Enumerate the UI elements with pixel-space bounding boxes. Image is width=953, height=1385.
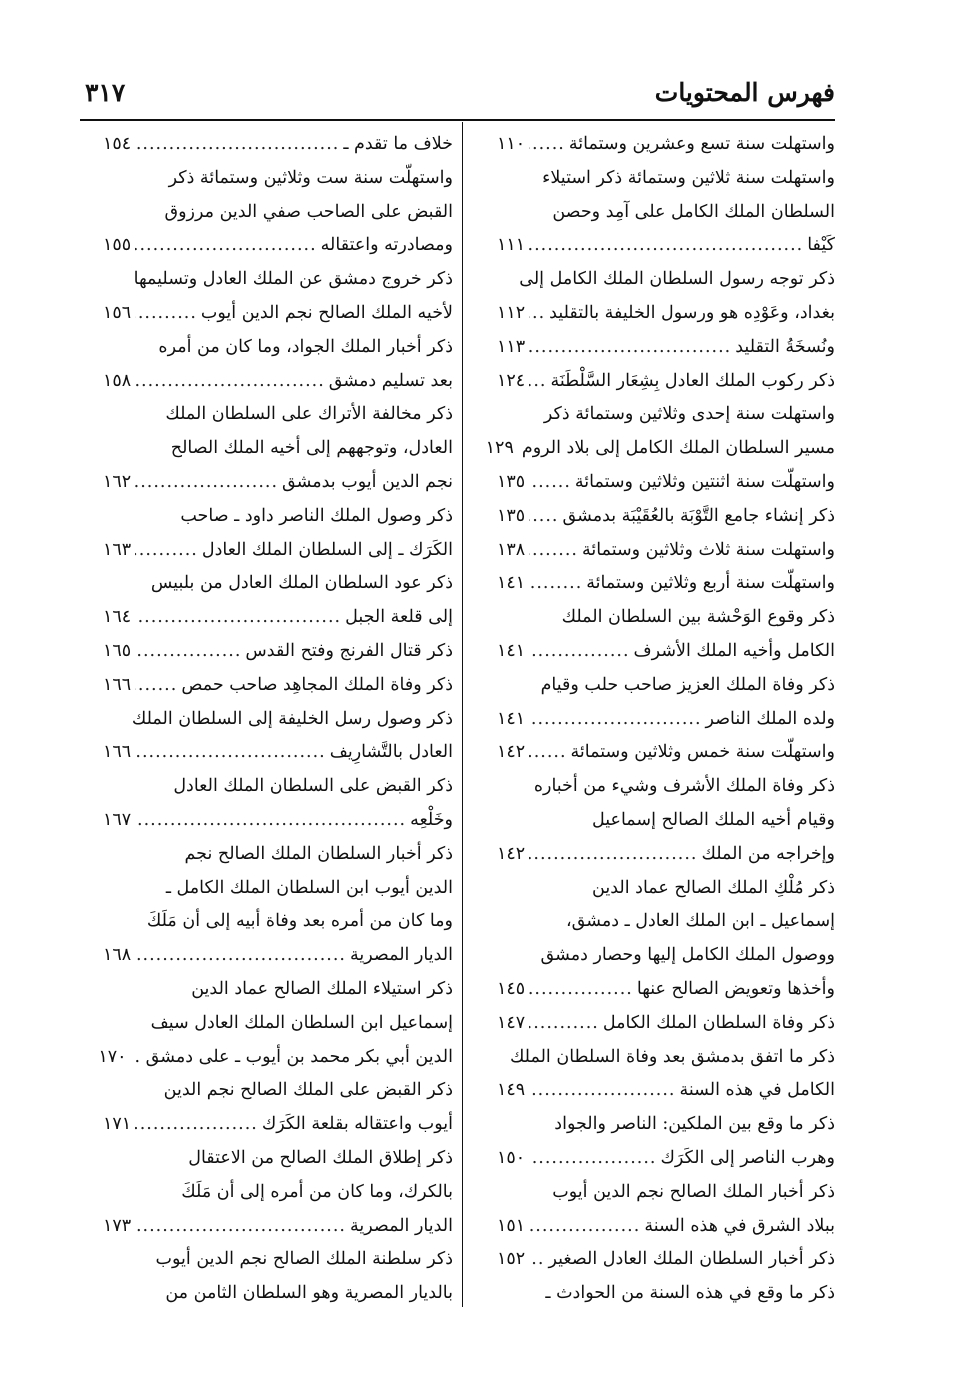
- toc-entry-line: [103, 1074, 453, 1108]
- toc-entry-text: ذكر ما وقع في هذه السنة من الحوادث ـ: [545, 1283, 835, 1304]
- toc-page-number: ١٧١: [103, 1114, 132, 1135]
- leader-dots: [529, 1074, 675, 1108]
- toc-entry-line: [103, 905, 453, 939]
- toc-page-number: ١٣٥: [497, 471, 526, 492]
- toc-entry-text: ذكر وقوع الوَحْشة بين السلطان الملك: [561, 607, 835, 628]
- toc-page-number: ١٥١: [497, 1215, 526, 1236]
- toc-page-number: ١٤٢: [497, 742, 526, 763]
- leader-dots: [529, 466, 571, 500]
- toc-entry-line: [497, 196, 835, 230]
- toc-entry-line: [103, 229, 453, 263]
- toc-entry-line: [103, 500, 453, 534]
- toc-entry-text: ذكر عود السلطان الملك العادل من بلبيس: [150, 573, 453, 594]
- leader-dots: [135, 601, 341, 635]
- running-title: فهرس المحتويات: [654, 78, 835, 107]
- header-rule: [80, 119, 835, 121]
- toc-entry-line: [103, 770, 453, 804]
- toc-entry-line: [103, 432, 453, 466]
- toc-entry-line: [497, 703, 835, 737]
- toc-entry-line: [497, 838, 835, 872]
- toc-entry-text: إلى قلعة الجبل: [345, 607, 453, 628]
- toc-entry-line: [497, 466, 835, 500]
- toc-entry-line: [497, 804, 835, 838]
- leader-dots: [135, 297, 197, 331]
- toc-entry-text: السلطان الملك الكامل على آمِد وحصن: [552, 201, 835, 222]
- leader-dots: [529, 736, 566, 770]
- toc-page-number: ١٦٥: [103, 640, 132, 661]
- toc-entry-text: ولده الملك الناصر: [705, 708, 835, 729]
- toc-entry-text: خلاف ما تقدم ـ: [343, 134, 453, 154]
- leader-dots: [529, 635, 629, 669]
- toc-entry-text: العادل، وتوجههم إلى أخيه الملك الصالح: [170, 438, 453, 459]
- toc-entry-line: [103, 365, 453, 399]
- toc-entry-text: ذكر أخبار السلطان الملك العادل الصغير: [548, 1249, 835, 1270]
- leader-dots: [529, 297, 545, 331]
- toc-entry-line: [103, 567, 453, 601]
- toc-entry-line: [103, 1142, 453, 1176]
- toc-entry-line: [103, 398, 453, 432]
- toc-column-left: [98, 128, 453, 1311]
- toc-entry-line: [497, 601, 835, 635]
- toc-page-number: ١٣٥: [497, 505, 526, 526]
- toc-page-number: ١٤١: [497, 640, 526, 661]
- toc-entry-line: [497, 398, 835, 432]
- toc-entry-line: [103, 703, 453, 737]
- toc-entry-text: ذكر توجه رسول السلطان الملك الكامل إلى: [519, 269, 835, 290]
- leader-dots: [135, 229, 316, 263]
- toc-entry-text: ذكر وصول رسل الخليفة إلى السلطان الملك: [131, 708, 453, 729]
- leader-dots: [135, 466, 278, 500]
- toc-entry-line: [103, 534, 453, 568]
- toc-entry-text: الدين أبي بكر محمد بن أيوب ـ على دمشق .: [134, 1046, 453, 1067]
- toc-page-number: ١٤٧: [497, 1012, 526, 1033]
- toc-page-number: ١٦٦: [103, 674, 132, 695]
- toc-entry-text: ذكر إطلاق الملك الصالح من الاعتقال: [188, 1147, 453, 1168]
- leader-dots: [529, 567, 582, 601]
- toc-entry-line: [103, 466, 453, 500]
- toc-entry-text: ذكر ما اتفق بدمشق بعد وفاة السلطان الملك: [509, 1046, 835, 1067]
- leader-dots: [529, 365, 546, 399]
- toc-entry-text: ذكر قتال الفرنج وفتح القدس: [245, 640, 453, 661]
- leader-dots: [529, 973, 633, 1007]
- toc-page-number: ١٦٣: [103, 539, 132, 560]
- toc-entry-line: [103, 1108, 453, 1142]
- toc-entry-line: [497, 939, 835, 973]
- toc-entry-text: إسماعيل ابن السلطان الملك العادل سيف: [150, 1012, 453, 1033]
- toc-entry-text: ذكر وصول الملك الناصر داود ـ صاحب: [180, 505, 453, 526]
- toc-entry-line: [497, 331, 835, 365]
- toc-page-number: ١٧٣: [103, 1215, 132, 1236]
- toc-entry-text: الدين أيوب ابن السلطان الملك الكامل ـ: [165, 877, 453, 898]
- toc-entry-text: لأخيه الملك الصالح نجم الدين أيوب: [200, 302, 453, 323]
- toc-entry-text: وقيام أخيه الملك الصالح إسماعيل: [592, 809, 835, 830]
- toc-page-number: ١٦٧: [103, 809, 132, 830]
- toc-entry-line: [103, 1210, 453, 1244]
- toc-page-number: ١١٠: [497, 134, 526, 154]
- leader-dots: [135, 804, 406, 838]
- leader-dots: [135, 736, 326, 770]
- leader-dots: [529, 229, 803, 263]
- toc-entry-line: [497, 162, 835, 196]
- toc-page-number: ١٤١: [497, 573, 526, 594]
- toc-page-number: ١١٢: [497, 302, 526, 323]
- toc-entry-text: وما كان من أمره بعد وفاة أبيه إلى أن مَلَكَ: [146, 911, 453, 932]
- toc-page-number: ١٥٤: [103, 134, 132, 154]
- toc-entry-line: [497, 872, 835, 906]
- toc-entry-text: وأخذها وتعويض الصالح عنها: [636, 978, 835, 999]
- toc-column-right: [485, 128, 835, 1311]
- toc-entry-text: ومصادرته واعتقاله: [320, 235, 453, 256]
- toc-entry-text: واستهلت سنة إحدى وثلاثين وستمائة ذكر: [543, 404, 835, 425]
- toc-page-number: ١٥٥: [103, 235, 132, 256]
- toc-entry-line: [103, 736, 453, 770]
- toc-entry-text: وخَلْعِه: [410, 809, 453, 830]
- toc-entry-text: أيوب واعتقاله بقلعة الكَرَك: [261, 1114, 453, 1135]
- toc-entry-text: الكامل في هذه السنة: [679, 1080, 835, 1101]
- toc-entry-text: ذكر استيلاء الملك الصالح عماد الدين: [191, 978, 453, 999]
- toc-entry-text: مسير السلطان الملك الكامل إلى بلاد الروم: [521, 438, 835, 459]
- toc-entry-text: ذكر مُلْكِ الملك الصالح عماد الدين: [592, 877, 835, 898]
- toc-entry-line: [497, 1277, 835, 1311]
- leader-dots: [529, 128, 565, 162]
- toc-entry-text: بغداد، وعَوْدِه هو ورسول الخليفة بالتقليد: [549, 302, 835, 323]
- toc-page-number: ١٦٤: [103, 607, 132, 628]
- leader-dots: [529, 703, 701, 737]
- toc-entry-line: [497, 567, 835, 601]
- toc-entry-text: ببلاد الشرق في هذه السنة: [644, 1215, 835, 1236]
- toc-entry-line: [497, 128, 835, 162]
- toc-entry-line: [103, 331, 453, 365]
- toc-entry-line: [103, 196, 453, 230]
- leader-dots: [135, 669, 177, 703]
- leader-dots: [135, 365, 325, 399]
- toc-entry-text: ذكر ركوب الملك العادل بِشِعَار السَّلْطَنَة: [550, 370, 835, 391]
- toc-entry-text: ذكر سلطنة الملك الصالح نجم الدين أيوب: [155, 1249, 453, 1270]
- toc-entry-text: ذكر إنشاء جامع التَّوْبَة بالعُقَيْبَة بدمشق: [562, 505, 835, 526]
- toc-entry-text: إسماعيل ـ ابن الملك العادل ـ دمشق،: [566, 911, 835, 932]
- leader-dots: [135, 1108, 258, 1142]
- toc-entry-text: ذكر القبض على الملك الصالح نجم الدين: [163, 1080, 453, 1101]
- toc-entry-line: [497, 973, 835, 1007]
- toc-entry-text: وإخراجه من الملك: [701, 843, 835, 864]
- toc-entry-line: [103, 669, 453, 703]
- page-number: ٣١٧: [85, 78, 126, 107]
- toc-page-number: ١٢٩: [485, 438, 514, 459]
- toc-entry-text: ذكر وفاة الملك الأشرف وشيء من أخباره: [533, 776, 835, 797]
- toc-entry-text: ذكر أخبار السلطان الملك الصالح نجم: [184, 843, 453, 864]
- toc-entry-line: [497, 1074, 835, 1108]
- toc-entry-text: بعد تسليم دمشق: [328, 370, 453, 391]
- toc-entry-text: العادل بالتَّشارِيف: [329, 742, 453, 763]
- toc-entry-text: وهرب الناصر إلى الكَرَك: [660, 1147, 835, 1168]
- toc-entry-line: [103, 1277, 453, 1311]
- toc-page-number: ١١٣: [497, 336, 526, 357]
- toc-entry-line: [103, 1176, 453, 1210]
- toc-entry-line: [497, 500, 835, 534]
- toc-page-number: ١٣٨: [497, 539, 526, 560]
- toc-page-number: ١٧٠: [98, 1046, 127, 1067]
- toc-entry-text: الديار المصرية: [350, 1215, 453, 1236]
- toc-page-number: ١٢٤: [497, 370, 526, 391]
- toc-entry-line: [497, 229, 835, 263]
- column-divider: [462, 122, 463, 1307]
- leader-dots: [529, 1142, 656, 1176]
- toc-entry-text: القبض على الصاحب صفي الدين مرزوق: [164, 201, 453, 222]
- toc-page-number: ١٥٦: [103, 302, 132, 323]
- toc-entry-text: ذكر وفاة الملك المجاهِد صاحب حمص: [181, 674, 453, 695]
- toc-entry-line: [103, 838, 453, 872]
- toc-entry-text: كَيْفا: [807, 235, 835, 256]
- toc-entry-line: [103, 939, 453, 973]
- toc-entry-line: [497, 365, 835, 399]
- toc-entry-line: [103, 804, 453, 838]
- leader-dots: [529, 1007, 599, 1041]
- leader-dots: [135, 1210, 346, 1244]
- toc-entry-line: [103, 128, 453, 162]
- toc-entry-text: ذكر خروج دمشق عن الملك العادل وتسليمها: [133, 269, 453, 290]
- toc-entry-text: واستهلت سنة تسع وعشرين وستمائة: [568, 134, 835, 154]
- toc-entry-line: [497, 905, 835, 939]
- leader-dots: [135, 534, 198, 568]
- toc-entry-line: [103, 297, 453, 331]
- toc-entry-text: بالكرك، وما كان من أمره إلى أن مَلَكَ: [181, 1181, 453, 1202]
- toc-entry-text: ذكر وفاة الملك العزيز صاحب حلب وقيام: [540, 674, 835, 695]
- toc-page-number: ١٤٥: [497, 978, 526, 999]
- leader-dots: [529, 534, 578, 568]
- leader-dots: [529, 838, 697, 872]
- toc-entry-line: [497, 1243, 835, 1277]
- toc-entry-line: [497, 635, 835, 669]
- toc-entry-line: [497, 1142, 835, 1176]
- leader-dots: [135, 635, 241, 669]
- leader-dots: [529, 500, 558, 534]
- toc-page-number: ١١١: [497, 235, 526, 256]
- toc-entry-line: [497, 1041, 835, 1075]
- toc-entry-line: [103, 973, 453, 1007]
- toc-entry-text: الكامل وأخيه الملك الأشرف: [633, 640, 835, 661]
- toc-entry-line: [103, 1007, 453, 1041]
- leader-dots: [529, 1243, 544, 1277]
- toc-entry-line: [485, 432, 835, 466]
- toc-entry-text: واستهلت سنة ثلاث وثلاثين وستمائة: [582, 539, 835, 560]
- toc-page-number: ١٦٦: [103, 742, 132, 763]
- toc-entry-line: [497, 669, 835, 703]
- toc-entry-line: [103, 162, 453, 196]
- toc-entry-line: [103, 635, 453, 669]
- toc-entry-line: [497, 534, 835, 568]
- toc-entry-line: [497, 1108, 835, 1142]
- toc-entry-text: واستهلت سنة ثلاثين وستمائة ذكر استيلاء: [542, 167, 835, 188]
- leader-dots: [135, 128, 339, 162]
- page-header: [85, 78, 835, 118]
- leader-dots: [135, 939, 346, 973]
- leader-dots: [529, 1210, 640, 1244]
- leader-dots: [529, 331, 731, 365]
- toc-entry-line: [103, 601, 453, 635]
- toc-entry-text: واستهلّت سنة اثنتين وثلاثين وستمائة: [574, 471, 835, 492]
- toc-entry-line: [98, 1041, 453, 1075]
- toc-entry-text: ذكر وفاة السلطان الملك الكامل: [602, 1012, 835, 1033]
- toc-entry-text: الديار المصرية: [350, 945, 453, 966]
- toc-page-number: ١٤١: [497, 708, 526, 729]
- toc-entry-line: [497, 263, 835, 297]
- toc-page-number: ١٥٠: [497, 1147, 526, 1168]
- toc-entry-line: [103, 1243, 453, 1277]
- toc-entry-line: [497, 297, 835, 331]
- toc-entry-text: ووصول الملك الكامل إليها وحصار دمشق: [540, 945, 835, 966]
- toc-entry-line: [103, 263, 453, 297]
- toc-entry-line: [497, 1176, 835, 1210]
- toc-page-number: ١٤٩: [497, 1080, 526, 1101]
- toc-page-number: ١٦٢: [103, 471, 132, 492]
- toc-entry-text: ذكر أخبار الملك الصالح نجم الدين أيوب: [552, 1181, 835, 1202]
- toc-entry-text: نجم الدين أيوب بدمشق: [282, 471, 453, 492]
- toc-entry-text: واستهلّت سنة أربع وثلاثين وستمائة: [586, 573, 835, 594]
- toc-entry-line: [497, 770, 835, 804]
- toc-entry-line: [497, 1007, 835, 1041]
- toc-entry-text: ذكر أخبار الملك الجواد، وما كان من أمره: [158, 336, 453, 357]
- toc-entry-text: واستهلّت سنة خمس وثلاثين وستمائة: [570, 742, 835, 763]
- toc-page-number: ١٥٢: [497, 1249, 526, 1270]
- toc-entry-text: الكَرَك ـ إلى السلطان الملك العادل: [201, 539, 453, 560]
- toc-entry-line: [103, 872, 453, 906]
- toc-entry-line: [497, 736, 835, 770]
- toc-entry-text: ذكر مخالفة الأتراك على السلطان الملك: [165, 404, 453, 425]
- toc-page-number: ١٥٨: [103, 370, 132, 391]
- toc-entry-line: [497, 1210, 835, 1244]
- toc-entry-text: بالديار المصرية وهو السلطان الثامن من: [165, 1283, 453, 1304]
- toc-entry-text: ونُسخَةُ التقليد: [735, 336, 835, 357]
- toc-entry-text: واستهلّت سنة ست وثلاثين وستمائة ذكر: [168, 167, 453, 188]
- toc-page-number: ١٦٨: [103, 945, 132, 966]
- toc-entry-text: ذكر القبض على السلطان الملك العادل: [173, 776, 453, 797]
- toc-entry-text: ذكر ما وقع بين الملكين: الناصر والجواد: [554, 1114, 835, 1135]
- toc-page-number: ١٤٢: [497, 843, 526, 864]
